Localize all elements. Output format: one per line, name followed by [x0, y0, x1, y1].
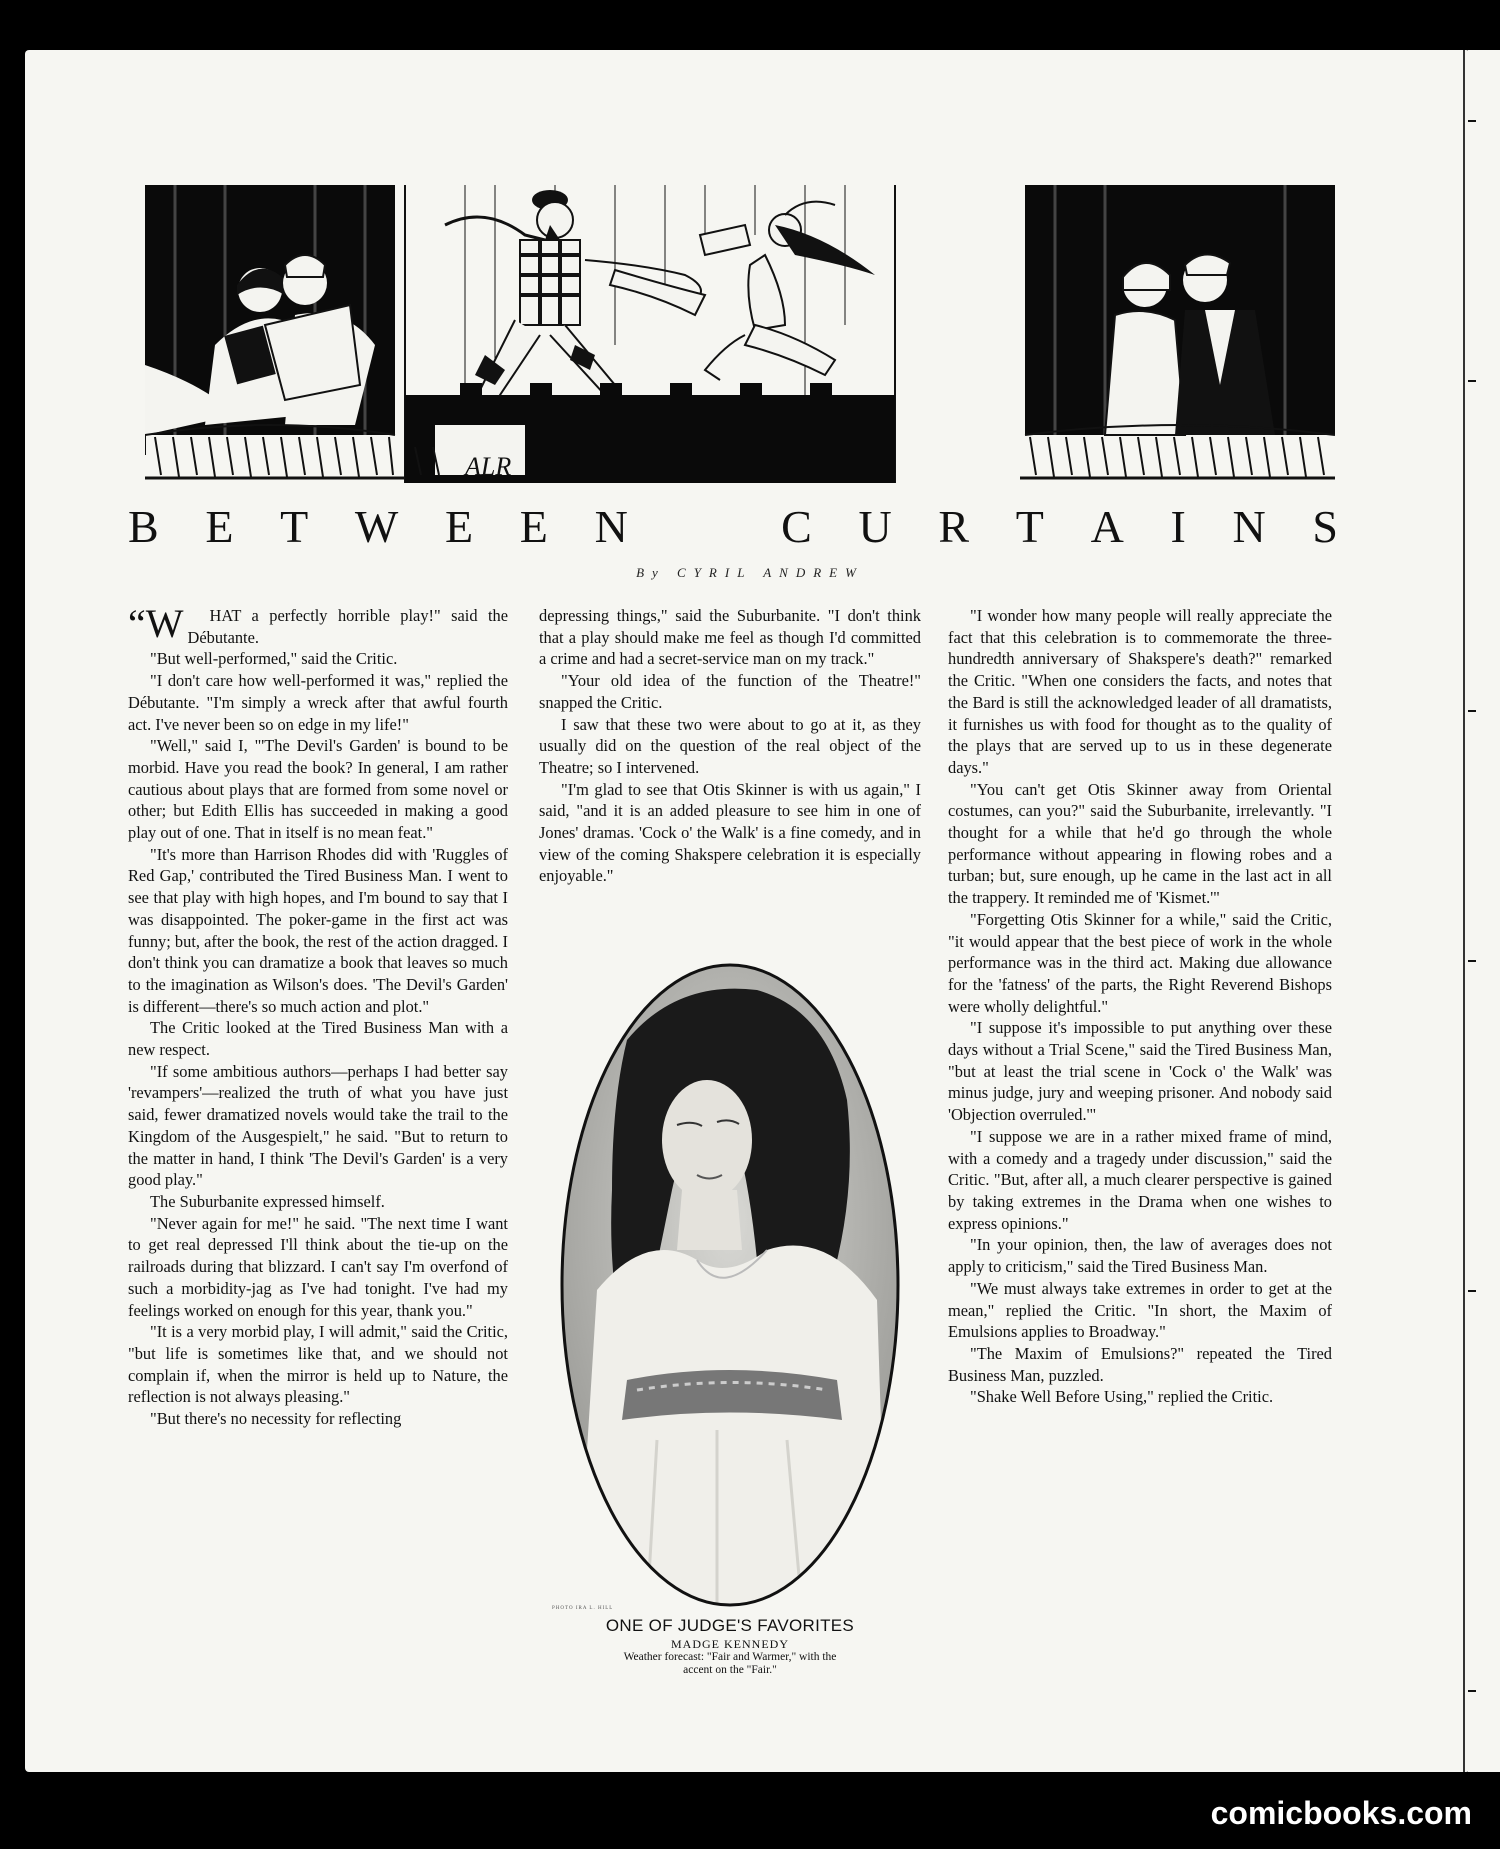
paragraph: "But there's no necessity for reflecting [150, 1409, 402, 1429]
caption-line: Weather forecast: "Fair and Warmer," with the [623, 1651, 837, 1663]
paragraph: depressing things," said the Suburbanite. "I don't think that a play should make me feel as though I'd committed a crime and had a secret-service man on my track." [539, 606, 921, 669]
paragraph: "I suppose we are in a rather mixed frame of mind, with a comedy and a tragedy under discussion," said the Critic. "But, after all, a much clearer perspective is gained by taking extremes in the Drama when one wishes to express opinions." [948, 1126, 1332, 1233]
right-fringe [1020, 437, 1335, 478]
paragraph: "It's more than Harrison Rhodes did with 'Ruggles of Red Gap,' contributed the Tired Business Man. I went to see that play with high hopes, and I'm bound to say that I was disappointed. The poker-game in the first act was funny; but, after the book, the rest of the action dragged. I don't think you can dramatize a book that leaves so much to the imagination as Wilson's does. 'The Devil's Garden' is different—there's so much action and plot." [128, 844, 508, 1016]
paragraph: The Critic looked at the Tired Business Man with a new respect. [128, 1018, 508, 1060]
paragraph: "Well," said I, "'The Devil's Garden' is bound to be morbid. Have you read the book? In general, I am rather cautious about plays that are formed from some novel or other; but Edith Ellis has succeeded in making a good play out of one. That in itself is no mean feat." [128, 736, 508, 843]
drop-cap: “W [128, 601, 184, 646]
portrait-photo [557, 960, 903, 1610]
facing-page-edge [1468, 50, 1500, 1772]
theatre-banner-illustration [145, 185, 1335, 483]
paragraph: "In your opinion, then, the law of averages does not apply to criticism," said the Tired Business Man. [948, 1235, 1332, 1277]
column-3 [948, 605, 1332, 1408]
paragraph: "I don't care how well-performed it was," replied the Débutante. "I'm simply a wreck after that awful fourth act. I've never been so on edge in my life!" [128, 671, 508, 734]
paragraph: "You can't get Otis Skinner away from Oriental costumes, can you?" said the Suburbanite, irrelevantly. "I thought for a while that he'd go through the whole performance without appearing in flowing robes and a turban; but, sure enough, up he came in the last act in all the trappery. It reminded me of 'Kismet.'" [948, 779, 1332, 908]
caption-line: accent on the "Fair." [683, 1664, 777, 1676]
right-box-panel [1025, 185, 1335, 435]
paragraph: "If some ambitious authors—perhaps I had better say 'revampers'—realized the truth of what you have just said, fewer dramatized novels would take the trail to the Kingdom of the Ausgespielt," he said. "But to return to the matter in hand, I think 'The Devil's Garden' is a very good play." [128, 1061, 508, 1190]
column-1 [128, 601, 508, 1430]
paragraph: "I suppose it's impossible to put anything over these days without a Trial Scene," said the Tired Business Man, "but at least the trial scene in 'Cock o' the Walk' was minus judge, jury and weeping prisoner. And nobody said 'Objection overruled.'" [948, 1018, 1332, 1125]
paragraph: "But well-performed," said the Critic. [150, 649, 398, 669]
paragraph: "Forgetting Otis Skinner for a while," said the Critic, "it would appear that the best piece of work in the whole performance was in the third act. Making due allowance for the 'fatness' of the parts, the Right Reverend Bishops were wholly delightful." [948, 909, 1332, 1016]
paragraph: "We must always take extremes in order to get at the mean," replied the Critic. "In short, the Maxim of Emulsions applies to Broadway." [948, 1278, 1332, 1342]
paragraph: "Your old idea of the function of the Theatre!" snapped the Critic. [539, 671, 921, 712]
paragraph: "Shake Well Before Using," replied the Critic. [970, 1387, 1274, 1407]
page-spine [1463, 50, 1465, 1772]
paragraph: The Suburbanite expressed himself. [150, 1191, 385, 1211]
center-stage [405, 185, 895, 483]
paragraph: “W HAT a perfectly horrible play!" said the Débutante. [128, 605, 508, 648]
photo-credit: PHOTO IRA L. HILL [552, 1606, 614, 1611]
caption-name: MADGE KENNEDY [671, 1637, 789, 1651]
paragraph: "I'm glad to see that Otis Skinner is with us again," I said, "and it is an added pleasure to see him in one of Jones' dramas. 'Cock o' the Walk' is a fine comedy, and in view of the coming Shakspere celebration it is especially enjoyable." [539, 779, 921, 886]
paragraph: "The Maxim of Emulsions?" repeated the Tired Business Man, puzzled. [948, 1343, 1332, 1385]
paragraph: "It is a very morbid play, I will admit," said the Critic, "but life is sometimes like that, and we should not complain if, when the mirror is held up to Nature, the reflection is not always pleasing." [128, 1322, 508, 1407]
caption-title: ONE OF JUDGE'S FAVORITES [605, 1616, 855, 1635]
paragraph: I saw that these two were about to go at it, as they usually did on the question of the real object of the Theatre; so I intervened. [539, 714, 921, 777]
byline: By CYRIL ANDREW [636, 565, 864, 580]
illustrator-signature: ALR [465, 452, 512, 481]
left-fringe [145, 435, 405, 478]
site-watermark: comicbooks.com [1210, 1795, 1472, 1831]
article-headline: B E T W E E N C U R T A I N S [128, 501, 1338, 552]
left-box-panel [145, 185, 395, 435]
paragraph: "I wonder how many people will really appreciate the fact that this celebration is to commemorate the three-hundredth anniversary of Shakspere's death?" remarked the Critic. "When one considers the facts, and notes that the Bard is still the acknowledged leader of all dramatists, it furnishes us with food for thought as to the quality of the plays that are served up to us in these degenerate days." [948, 606, 1332, 777]
caption-text [539, 1651, 921, 1677]
paragraph: "Never again for me!" he said. "The next time I want to get real depressed I'll think about the tie-up on the railroads during that blizzard. I can't say I'm overfond of such a morbidity-jag as I've had tonight. I've had my feelings worked on enough for this year, thank you." [128, 1213, 508, 1320]
column-2 [539, 605, 921, 887]
